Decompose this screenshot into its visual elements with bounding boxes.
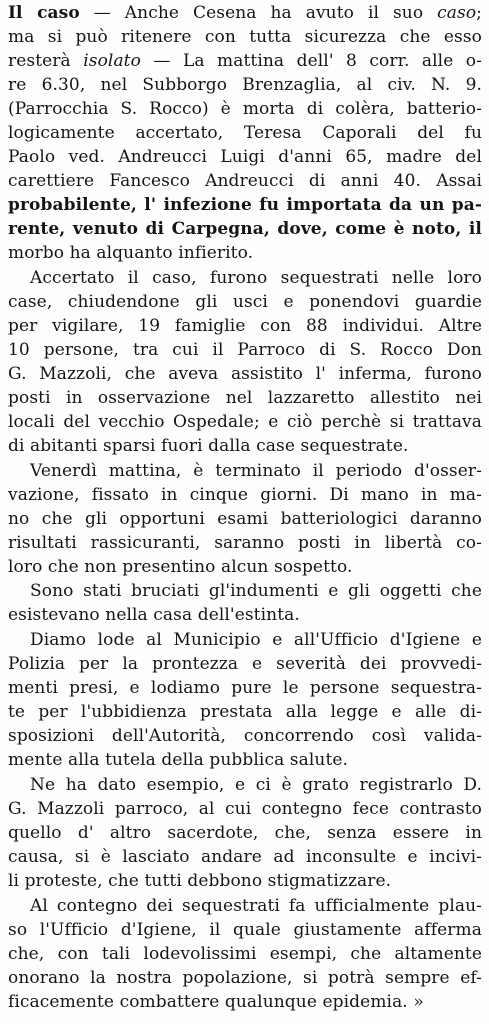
article-line [8, 797, 482, 821]
article-line [8, 531, 482, 555]
text-run: vazione, fissato in cinque giorni. Di mano in ma- [8, 485, 482, 505]
article-line [8, 362, 482, 386]
article-line [8, 676, 482, 700]
article-line [8, 845, 482, 869]
text-run: Venerdì mattina, è terminato il periodo d'osser- [30, 461, 482, 481]
article-line [30, 628, 482, 652]
text-run: G. Mazzoli parroco, al cui contegno fece contrasto [8, 799, 482, 819]
article-line [8, 386, 482, 410]
article-line [8, 507, 482, 531]
text-run: so l'Ufficio d'Igiene, il quale giustamente afferma [8, 920, 482, 940]
article-line [8, 217, 482, 241]
text-run: mente alla tutela della pubblica salute. [8, 750, 349, 770]
article-line [8, 25, 482, 49]
article-line [8, 290, 482, 314]
article-line [8, 169, 482, 193]
text-run: 10 persone, tra cui il Parroco di S. Rocco Don [8, 340, 482, 360]
article-line [8, 652, 482, 676]
text-run: risultati rassicuranti, saranno posti in libertà co- [8, 533, 482, 553]
article-line [8, 241, 482, 265]
article-line [30, 773, 482, 797]
article-line [8, 918, 482, 942]
article-line [8, 555, 482, 579]
text-run: no che gli opportuni esami batteriologici daranno [8, 509, 482, 529]
text-run: esistevano nella casa dell'estinta. [8, 605, 300, 625]
article-line [8, 145, 482, 169]
text-run: ficacemente combattere qualunque epidemia. » [8, 992, 424, 1012]
article-line [8, 434, 482, 458]
article-line [8, 748, 482, 772]
article-line [8, 193, 482, 217]
article-line [30, 894, 482, 918]
article-line [8, 97, 482, 121]
text-run: sposizioni dell'Autorità, concorrendo così valida- [8, 726, 482, 746]
article-line [8, 821, 482, 845]
text-run: per vigilare, 19 famiglie con 88 individui. Altre [8, 316, 482, 336]
bold-text-run: rente, venuto di Carpegna, dove, come è noto, il [8, 219, 482, 239]
article-line [8, 314, 482, 338]
text-run: G. Mazzoli, che aveva assistito l' inferma, furono [8, 364, 482, 384]
text-run: carettiere Fancesco Andreucci di anni 40. Assai [8, 171, 482, 191]
article-line [30, 266, 482, 290]
article-line [8, 990, 482, 1014]
text-run: Accertato il caso, furono sequestrati nelle loro [30, 268, 482, 288]
text-run: Al contegno dei sequestrati fa ufficialmente plau- [30, 896, 482, 916]
article-line [8, 942, 482, 966]
text-run: Polizia per la prontezza e severità dei provvedi- [8, 654, 482, 674]
text-run: Paolo ved. Andreucci Luigi d'anni 65, madre del [8, 147, 482, 167]
article-line [8, 73, 482, 97]
italic-text-run: isolato [83, 51, 141, 71]
text-run: morbo ha alquanto infierito. [8, 243, 254, 263]
text-run: re 6.30, nel Subborgo Brenzaglia, al civ. N. 9. [8, 75, 482, 95]
article-line [8, 338, 482, 362]
article-line [8, 483, 482, 507]
text-run: di abitanti sparsi fuori dalla case sequestrate. [8, 436, 409, 456]
article-line [8, 410, 482, 434]
text-run: posti in osservazione nel lazzaretto allestito nei [8, 388, 482, 408]
article-line [8, 700, 482, 724]
text-run: — Anche Cesena ha avuto il suo [79, 3, 438, 23]
article-line [30, 459, 482, 483]
article-line [8, 869, 482, 893]
article-line [8, 1, 482, 25]
text-run: ma si può ritenere con tutta sicurezza che esso [8, 27, 482, 47]
text-run: che, con tali lodevolissimi esempi, che altamente [8, 944, 482, 964]
text-run: causa, si è lasciato andare ad inconsulte e incivi- [8, 847, 482, 867]
article-line [8, 724, 482, 748]
article-line [8, 966, 482, 990]
text-run: quello d' altro sacerdote, che, senza essere in [8, 823, 482, 843]
text-run: resterà [8, 51, 84, 71]
text-run: ; [476, 3, 482, 23]
text-run: Ne ha dato esempio, e ci è grato registrarlo D. [30, 775, 482, 795]
article-line [8, 121, 482, 145]
text-run: logicamente accertato, Teresa Caporali del fu [8, 123, 482, 143]
text-run: onorano la nostra popolazione, si potrà sempre ef- [8, 968, 482, 988]
italic-text-run: caso [437, 3, 477, 23]
article-line [8, 603, 482, 627]
text-run: li proteste, che tutti debbono stigmatizzare. [8, 871, 392, 891]
article-line [30, 579, 482, 603]
bold-text-run: Il caso [8, 3, 80, 23]
text-run: (Parrocchia S. Rocco) è morta di colèra, batterio- [8, 99, 482, 119]
text-run: locali del vecchio Ospedale; e ciò perchè si trattava [8, 412, 482, 432]
text-run: case, chiudendone gli usci e ponendovi guardie [8, 292, 482, 312]
text-run: loro che non presentino alcun sospetto. [8, 557, 353, 577]
bold-text-run: probabilente, l' infezione fu importata da un pa- [8, 195, 482, 215]
text-run: te per l'ubbidienza prestata alla legge e alle di- [8, 702, 482, 722]
text-run: — La mattina dell' 8 corr. alle o- [140, 51, 482, 71]
text-run: menti presi, e lodiamo pure le persone sequestra- [8, 678, 482, 698]
article-line [8, 49, 482, 73]
text-run: Diamo lode al Municipio e all'Ufficio d'Igiene e [30, 630, 482, 650]
text-run: Sono stati bruciati gl'indumenti e gli oggetti che [30, 581, 482, 601]
